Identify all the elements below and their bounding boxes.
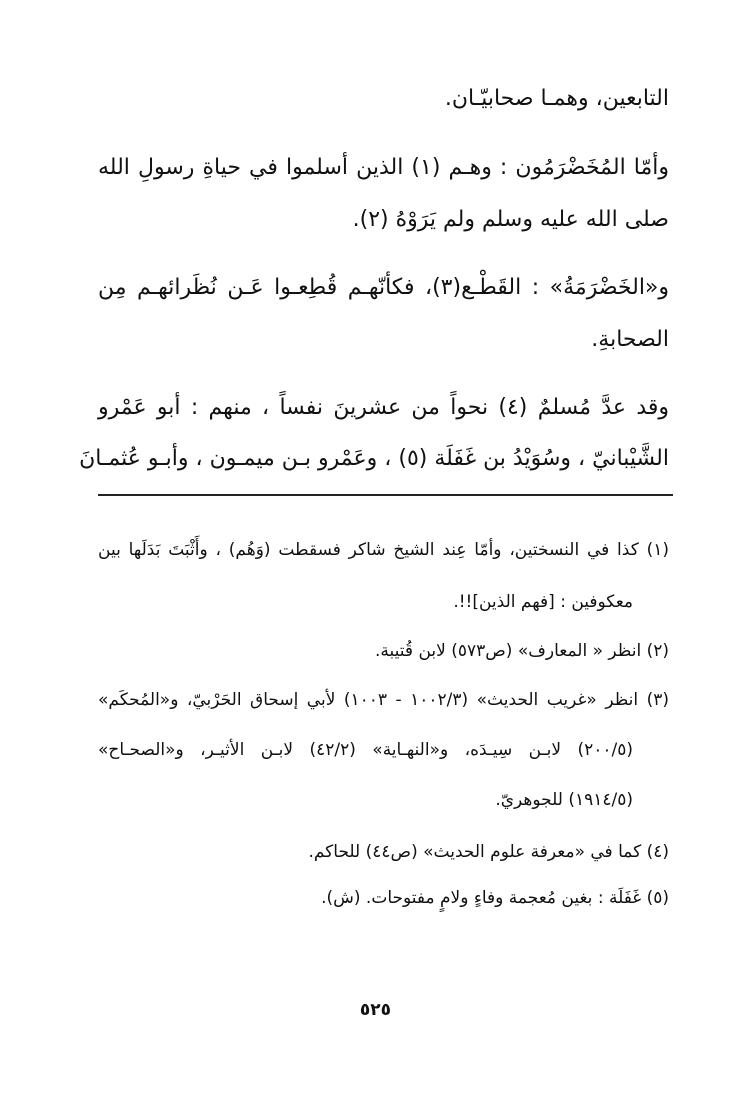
footnote-5: (٥) غَفَلَة : بغين مُعجمة وفاءٍ ولامٍ مفتوحات. (ش). bbox=[321, 888, 669, 908]
footnote-1-line-2: معكوفين : [فهم الذين]!!. bbox=[453, 592, 633, 612]
body-line-4: و«الخَضْرَمَةُ» : القَطْـع(٣)، فكأنّهـم قُطِعـوا عَـن نُظَرائهـم مِن bbox=[98, 275, 670, 300]
footnote-3-line-1: (٣) انظر «غريب الحديث» (١٠٠٢/٣ - ١٠٠٣) لأبي إسحاق الحَرْبيّ، و«المُحكَم» bbox=[98, 690, 669, 710]
body-line-5: الصحابةِ. bbox=[591, 327, 669, 352]
body-line-3: صلى الله عليه وسلم ولم يَرَوْهُ (٢). bbox=[352, 207, 669, 232]
footnote-2: (٢) انظر « المعارف» (ص٥٧٣) لابن قُتيبة. bbox=[375, 641, 669, 661]
body-line-6: وقد عدَّ مُسلمٌ (٤) نحواً من عشرينَ نفساً ، منهم : أبو عَمْرو bbox=[98, 395, 670, 420]
body-line-1: التابعين، وهمـا صحابيّـان. bbox=[444, 86, 669, 111]
body-line-7: الشَّيْبانيّ ، وسُوَيْدُ بن غَفَلَة (٥) ، وعَمْرو بـن ميمـون ، وأبـو عُثمـانَ bbox=[79, 446, 669, 471]
footnote-4: (٤) كما في «معرفة علوم الحديث» (ص٤٤) للحاكم. bbox=[308, 842, 669, 862]
footnote-1-line-1: (١) كذا في النسختين، وأمّا عِند الشيخ شاكر فسقطت (وَهُم) ، وأَثْبَتَ بَدَلَها بين bbox=[98, 540, 669, 560]
page-number: ٥٢٥ bbox=[359, 1000, 392, 1020]
footnote-separator bbox=[98, 494, 673, 496]
footnote-3-line-2: (٢٠٠/٥) لابـن سِيـدَه، و«النهـاية» (٤٢/٢) لابـن الأثيـر، و«الصحـاح» bbox=[98, 740, 633, 760]
body-line-2: وأمّا المُخَضْرَمُون : وهـم (١) الذين أسلموا في حياةِ رسولِ الله bbox=[98, 155, 669, 180]
footnote-3-line-3: (١٩١٤/٥) للجوهريّ. bbox=[495, 790, 633, 810]
